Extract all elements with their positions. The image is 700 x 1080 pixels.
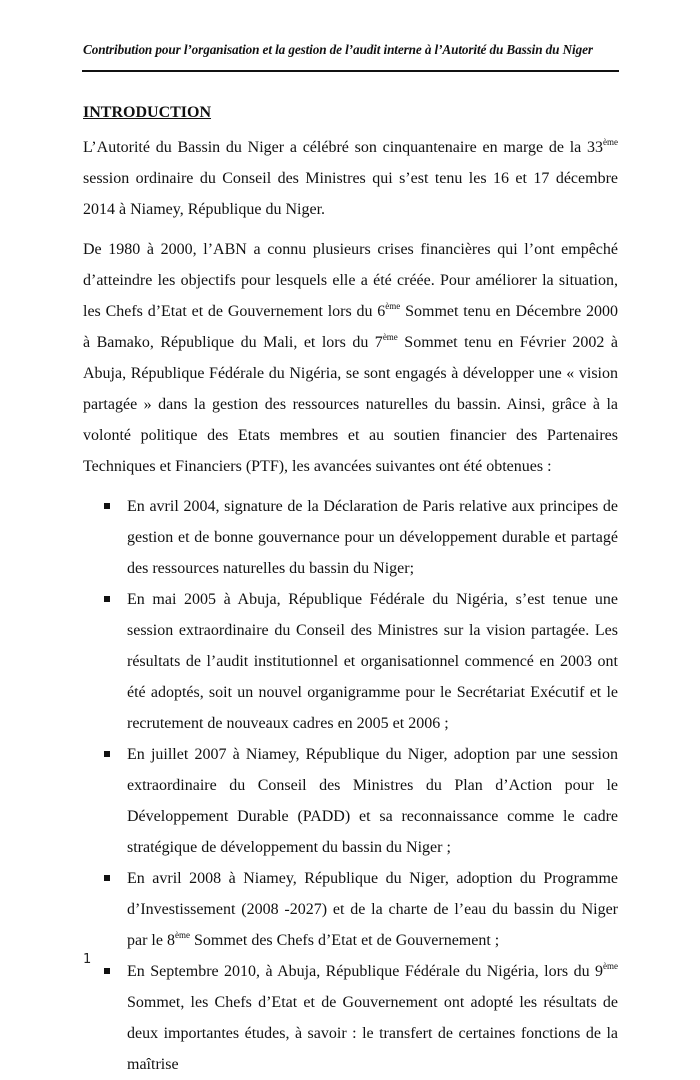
- list-item: [83, 739, 618, 863]
- list-item: [83, 956, 618, 1080]
- square-bullet-icon: [104, 503, 110, 509]
- header-rule: [82, 70, 619, 72]
- achievements-list: [83, 491, 618, 1080]
- paragraph-1: [83, 132, 618, 225]
- paragraph-text: Sommet tenu en Décembre 2000 à Bamako, République du Mali, et lors du 7: [83, 303, 618, 351]
- ordinal-suffix: ème: [603, 961, 618, 971]
- running-header: Contribution pour l’organisation et la gestion de l’audit interne à l’Autorité du Bassin du Niger: [83, 42, 593, 57]
- square-bullet-icon: [104, 875, 110, 881]
- ordinal-suffix: ème: [385, 301, 401, 311]
- paragraph-text: L’Autorité du Bassin du Niger a célébré son cinquantenaire en marge de la 33: [83, 139, 603, 156]
- section-title: INTRODUCTION: [83, 104, 212, 121]
- list-item-text: En Septembre 2010, à Abuja, République Fédérale du Nigéria, lors du 9: [127, 963, 603, 980]
- list-item-text: En avril 2008 à Niamey, République du Niger, adoption du Programme d’Investissement (2008 -2027) et de la charte de l’eau du bassin du Niger par le 8: [127, 870, 618, 949]
- square-bullet-icon: [104, 751, 110, 757]
- paragraph-2: [83, 234, 618, 482]
- square-bullet-icon: [104, 596, 110, 602]
- list-item-text: Sommet des Chefs d’Etat et de Gouvernement ;: [189, 932, 500, 949]
- paragraph-text: Sommet tenu en Février 2002 à Abuja, République Fédérale du Nigéria, se sont engagés à développer une « vision partagée » dans la gestion des ressources naturelles du bassin. Ainsi, grâce à la volonté politique des Etats membres et au soutien financier des Partenaires Techniques et Financiers (PTF), les avancées suivantes ont été obtenues :: [83, 334, 618, 475]
- ordinal-suffix: ème: [174, 930, 190, 940]
- list-item-text: Sommet, les Chefs d’Etat et de Gouvernement ont adopté les résultats de deux importantes études, à savoir : le transfert de certaines fonctions de la maîtrise: [127, 994, 618, 1073]
- page-number: 1: [83, 952, 92, 967]
- ordinal-suffix: ème: [382, 332, 398, 342]
- list-item: [83, 584, 618, 739]
- ordinal-suffix: ème: [603, 137, 618, 147]
- list-item-text: En avril 2004, signature de la Déclaration de Paris relative aux principes de gestion et de bonne gouvernance pour un développement durable et partagé des ressources naturelles du bassin du Niger;: [127, 498, 618, 577]
- list-item-text: En mai 2005 à Abuja, République Fédérale du Nigéria, s’est tenue une session extraordinaire du Conseil des Ministres sur la vision partagée. Les résultats de l’audit institutionnel et organisationnel commencé en 2003 ont été adoptés, soit un nouvel organigramme pour le Secrétariat Exécutif et le recrutement de nouveaux cadres en 2005 et 2006 ;: [127, 591, 618, 732]
- list-item: [83, 863, 618, 956]
- paragraph-text: session ordinaire du Conseil des Ministres qui s’est tenu les 16 et 17 décembre 2014 à Niamey, République du Niger.: [83, 170, 618, 218]
- square-bullet-icon: [104, 968, 110, 974]
- list-item: [83, 491, 618, 584]
- list-item-text: En juillet 2007 à Niamey, République du Niger, adoption par une session extraordinaire du Conseil des Ministres du Plan d’Action pour le Développement Durable (PADD) et sa reconnaissance comme le cadre stratégique de développement du bassin du Niger ;: [127, 746, 618, 856]
- document-body: [83, 100, 618, 1080]
- paragraph-text: De 1980 à 2000, l’ABN a connu plusieurs crises financières qui l’ont empêché d’atteindre les objectifs pour lesquels elle a été créée. Pour améliorer la situation, les Chefs d’Etat et de Gouvernement lors du 6: [83, 241, 618, 320]
